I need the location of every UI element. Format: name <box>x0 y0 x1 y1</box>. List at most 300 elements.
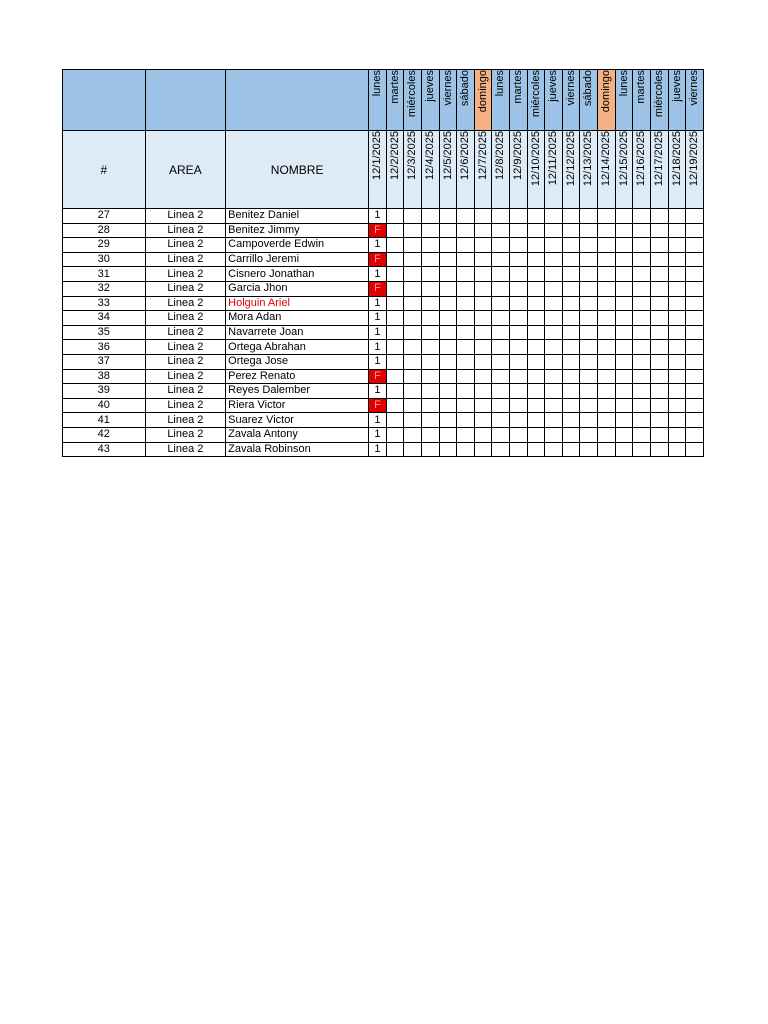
attendance-empty-cell[interactable] <box>580 427 598 442</box>
attendance-empty-cell[interactable] <box>562 267 580 282</box>
attendance-empty-cell[interactable] <box>386 281 404 296</box>
attendance-empty-cell[interactable] <box>580 311 598 326</box>
attendance-empty-cell[interactable] <box>421 223 439 238</box>
attendance-empty-cell[interactable] <box>404 296 422 311</box>
attendance-empty-cell[interactable] <box>580 223 598 238</box>
attendance-empty-cell[interactable] <box>545 252 563 267</box>
day-header-cell[interactable] <box>686 70 704 131</box>
attendance-empty-cell[interactable] <box>527 413 545 428</box>
attendance-empty-cell[interactable] <box>633 252 651 267</box>
attendance-empty-cell[interactable] <box>386 442 404 457</box>
attendance-empty-cell[interactable] <box>668 209 686 224</box>
attendance-empty-cell[interactable] <box>562 413 580 428</box>
attendance-empty-cell[interactable] <box>457 413 475 428</box>
attendance-empty-cell[interactable] <box>457 311 475 326</box>
attendance-empty-cell[interactable] <box>457 398 475 413</box>
attendance-empty-cell[interactable] <box>562 209 580 224</box>
attendance-empty-cell[interactable] <box>615 311 633 326</box>
attendance-empty-cell[interactable] <box>633 340 651 355</box>
attendance-empty-cell[interactable] <box>686 238 704 253</box>
attendance-empty-cell[interactable] <box>404 427 422 442</box>
row-number-cell[interactable]: 33 <box>63 296 146 311</box>
attendance-empty-cell[interactable] <box>686 384 704 399</box>
area-cell[interactable]: Linea 2 <box>145 384 226 399</box>
attendance-empty-cell[interactable] <box>562 398 580 413</box>
attendance-empty-cell[interactable] <box>386 252 404 267</box>
day-header-cell[interactable] <box>474 70 492 131</box>
day-header-cell[interactable] <box>510 70 528 131</box>
attendance-empty-cell[interactable] <box>386 384 404 399</box>
attendance-empty-cell[interactable] <box>404 267 422 282</box>
attendance-empty-cell[interactable] <box>633 398 651 413</box>
attendance-empty-cell[interactable] <box>633 325 651 340</box>
attendance-mark-cell[interactable]: 1 <box>369 311 387 326</box>
attendance-empty-cell[interactable] <box>492 354 510 369</box>
attendance-empty-cell[interactable] <box>474 209 492 224</box>
row-number-cell[interactable]: 27 <box>63 209 146 224</box>
attendance-mark-cell[interactable]: 1 <box>369 413 387 428</box>
attendance-empty-cell[interactable] <box>668 281 686 296</box>
attendance-empty-cell[interactable] <box>580 209 598 224</box>
name-cell[interactable]: Ortega Jose <box>226 354 369 369</box>
attendance-empty-cell[interactable] <box>386 369 404 384</box>
attendance-empty-cell[interactable] <box>527 238 545 253</box>
attendance-empty-cell[interactable] <box>474 398 492 413</box>
attendance-empty-cell[interactable] <box>421 267 439 282</box>
attendance-empty-cell[interactable] <box>562 296 580 311</box>
attendance-empty-cell[interactable] <box>386 223 404 238</box>
attendance-empty-cell[interactable] <box>668 325 686 340</box>
attendance-empty-cell[interactable] <box>492 413 510 428</box>
attendance-empty-cell[interactable] <box>545 296 563 311</box>
attendance-empty-cell[interactable] <box>474 296 492 311</box>
attendance-empty-cell[interactable] <box>598 296 616 311</box>
attendance-empty-cell[interactable] <box>650 442 668 457</box>
header-area[interactable]: AREA <box>145 131 226 209</box>
attendance-empty-cell[interactable] <box>650 223 668 238</box>
attendance-empty-cell[interactable] <box>545 311 563 326</box>
attendance-empty-cell[interactable] <box>510 413 528 428</box>
attendance-mark-cell[interactable]: 1 <box>369 384 387 399</box>
attendance-empty-cell[interactable] <box>474 223 492 238</box>
name-cell[interactable]: Holguin Ariel <box>226 296 369 311</box>
attendance-empty-cell[interactable] <box>686 340 704 355</box>
attendance-empty-cell[interactable] <box>404 209 422 224</box>
day-header-cell[interactable] <box>386 70 404 131</box>
attendance-empty-cell[interactable] <box>615 398 633 413</box>
attendance-empty-cell[interactable] <box>386 325 404 340</box>
attendance-empty-cell[interactable] <box>439 296 457 311</box>
attendance-empty-cell[interactable] <box>545 209 563 224</box>
attendance-empty-cell[interactable] <box>545 398 563 413</box>
row-number-cell[interactable]: 34 <box>63 311 146 326</box>
attendance-empty-cell[interactable] <box>510 267 528 282</box>
date-header-cell[interactable] <box>580 131 598 209</box>
attendance-empty-cell[interactable] <box>439 369 457 384</box>
area-cell[interactable]: Linea 2 <box>145 398 226 413</box>
attendance-empty-cell[interactable] <box>457 340 475 355</box>
attendance-empty-cell[interactable] <box>404 384 422 399</box>
attendance-empty-cell[interactable] <box>457 384 475 399</box>
attendance-empty-cell[interactable] <box>580 398 598 413</box>
attendance-empty-cell[interactable] <box>439 340 457 355</box>
attendance-empty-cell[interactable] <box>650 238 668 253</box>
attendance-empty-cell[interactable] <box>510 354 528 369</box>
attendance-empty-cell[interactable] <box>510 296 528 311</box>
attendance-empty-cell[interactable] <box>439 427 457 442</box>
attendance-empty-cell[interactable] <box>650 427 668 442</box>
attendance-empty-cell[interactable] <box>615 223 633 238</box>
attendance-empty-cell[interactable] <box>527 384 545 399</box>
attendance-empty-cell[interactable] <box>404 369 422 384</box>
attendance-empty-cell[interactable] <box>668 398 686 413</box>
attendance-empty-cell[interactable] <box>545 238 563 253</box>
attendance-empty-cell[interactable] <box>598 252 616 267</box>
date-header-cell[interactable] <box>668 131 686 209</box>
attendance-empty-cell[interactable] <box>686 442 704 457</box>
attendance-empty-cell[interactable] <box>386 238 404 253</box>
attendance-empty-cell[interactable] <box>404 398 422 413</box>
attendance-empty-cell[interactable] <box>668 238 686 253</box>
area-cell[interactable]: Linea 2 <box>145 223 226 238</box>
attendance-empty-cell[interactable] <box>527 267 545 282</box>
attendance-empty-cell[interactable] <box>404 223 422 238</box>
attendance-empty-cell[interactable] <box>527 442 545 457</box>
attendance-empty-cell[interactable] <box>598 442 616 457</box>
header-name[interactable]: NOMBRE <box>226 131 369 209</box>
attendance-empty-cell[interactable] <box>527 398 545 413</box>
area-cell[interactable]: Linea 2 <box>145 340 226 355</box>
attendance-empty-cell[interactable] <box>386 296 404 311</box>
area-cell[interactable]: Linea 2 <box>145 252 226 267</box>
day-header-cell[interactable] <box>633 70 651 131</box>
attendance-empty-cell[interactable] <box>457 252 475 267</box>
attendance-empty-cell[interactable] <box>492 384 510 399</box>
day-header-cell[interactable] <box>650 70 668 131</box>
attendance-empty-cell[interactable] <box>545 427 563 442</box>
attendance-empty-cell[interactable] <box>474 442 492 457</box>
attendance-empty-cell[interactable] <box>545 413 563 428</box>
attendance-empty-cell[interactable] <box>492 369 510 384</box>
attendance-empty-cell[interactable] <box>580 384 598 399</box>
area-cell[interactable]: Linea 2 <box>145 427 226 442</box>
attendance-empty-cell[interactable] <box>598 354 616 369</box>
date-header-cell[interactable] <box>650 131 668 209</box>
name-cell[interactable]: Zavala Antony <box>226 427 369 442</box>
attendance-empty-cell[interactable] <box>386 413 404 428</box>
attendance-empty-cell[interactable] <box>404 413 422 428</box>
attendance-empty-cell[interactable] <box>562 325 580 340</box>
attendance-empty-cell[interactable] <box>598 369 616 384</box>
attendance-empty-cell[interactable] <box>633 296 651 311</box>
attendance-empty-cell[interactable] <box>580 296 598 311</box>
date-header-cell[interactable] <box>510 131 528 209</box>
attendance-empty-cell[interactable] <box>439 354 457 369</box>
attendance-empty-cell[interactable] <box>615 267 633 282</box>
attendance-empty-cell[interactable] <box>474 325 492 340</box>
attendance-empty-cell[interactable] <box>633 384 651 399</box>
attendance-empty-cell[interactable] <box>686 398 704 413</box>
attendance-mark-cell[interactable]: 1 <box>369 354 387 369</box>
attendance-empty-cell[interactable] <box>421 384 439 399</box>
attendance-empty-cell[interactable] <box>545 267 563 282</box>
attendance-empty-cell[interactable] <box>615 369 633 384</box>
date-header-cell[interactable] <box>404 131 422 209</box>
date-header-cell[interactable] <box>686 131 704 209</box>
attendance-empty-cell[interactable] <box>474 354 492 369</box>
attendance-empty-cell[interactable] <box>404 238 422 253</box>
day-header-cell[interactable] <box>527 70 545 131</box>
attendance-empty-cell[interactable] <box>439 223 457 238</box>
attendance-mark-cell[interactable]: F <box>369 398 387 413</box>
attendance-empty-cell[interactable] <box>404 311 422 326</box>
day-header-cell[interactable] <box>404 70 422 131</box>
name-cell[interactable]: Campoverde Edwin <box>226 238 369 253</box>
attendance-empty-cell[interactable] <box>633 238 651 253</box>
attendance-empty-cell[interactable] <box>492 398 510 413</box>
date-header-cell[interactable] <box>615 131 633 209</box>
attendance-empty-cell[interactable] <box>404 340 422 355</box>
attendance-empty-cell[interactable] <box>404 354 422 369</box>
attendance-empty-cell[interactable] <box>474 252 492 267</box>
attendance-empty-cell[interactable] <box>492 223 510 238</box>
attendance-empty-cell[interactable] <box>668 384 686 399</box>
attendance-mark-cell[interactable]: 1 <box>369 209 387 224</box>
attendance-empty-cell[interactable] <box>633 413 651 428</box>
attendance-empty-cell[interactable] <box>633 311 651 326</box>
attendance-empty-cell[interactable] <box>562 384 580 399</box>
attendance-empty-cell[interactable] <box>527 354 545 369</box>
attendance-empty-cell[interactable] <box>474 281 492 296</box>
attendance-empty-cell[interactable] <box>421 252 439 267</box>
attendance-empty-cell[interactable] <box>386 340 404 355</box>
attendance-empty-cell[interactable] <box>615 325 633 340</box>
name-cell[interactable]: Mora Adan <box>226 311 369 326</box>
attendance-empty-cell[interactable] <box>421 398 439 413</box>
attendance-empty-cell[interactable] <box>580 238 598 253</box>
attendance-empty-cell[interactable] <box>421 442 439 457</box>
attendance-empty-cell[interactable] <box>439 398 457 413</box>
day-header-cell[interactable] <box>492 70 510 131</box>
attendance-empty-cell[interactable] <box>686 267 704 282</box>
date-header-cell[interactable] <box>421 131 439 209</box>
attendance-empty-cell[interactable] <box>668 223 686 238</box>
attendance-empty-cell[interactable] <box>492 252 510 267</box>
attendance-empty-cell[interactable] <box>457 238 475 253</box>
attendance-empty-cell[interactable] <box>510 442 528 457</box>
attendance-empty-cell[interactable] <box>421 427 439 442</box>
attendance-empty-cell[interactable] <box>527 369 545 384</box>
attendance-empty-cell[interactable] <box>650 369 668 384</box>
attendance-empty-cell[interactable] <box>633 267 651 282</box>
day-header-cell[interactable] <box>668 70 686 131</box>
attendance-empty-cell[interactable] <box>650 252 668 267</box>
name-cell[interactable]: Reyes Dalember <box>226 384 369 399</box>
attendance-empty-cell[interactable] <box>527 223 545 238</box>
attendance-empty-cell[interactable] <box>474 267 492 282</box>
attendance-empty-cell[interactable] <box>686 281 704 296</box>
attendance-empty-cell[interactable] <box>492 311 510 326</box>
attendance-empty-cell[interactable] <box>650 209 668 224</box>
attendance-empty-cell[interactable] <box>421 296 439 311</box>
attendance-empty-cell[interactable] <box>527 325 545 340</box>
row-number-cell[interactable]: 42 <box>63 427 146 442</box>
attendance-empty-cell[interactable] <box>457 223 475 238</box>
attendance-empty-cell[interactable] <box>439 384 457 399</box>
name-cell[interactable]: Carrillo Jeremi <box>226 252 369 267</box>
attendance-empty-cell[interactable] <box>421 413 439 428</box>
attendance-empty-cell[interactable] <box>598 427 616 442</box>
attendance-empty-cell[interactable] <box>510 209 528 224</box>
attendance-empty-cell[interactable] <box>580 267 598 282</box>
attendance-empty-cell[interactable] <box>545 223 563 238</box>
attendance-empty-cell[interactable] <box>404 281 422 296</box>
attendance-empty-cell[interactable] <box>492 209 510 224</box>
date-header-cell[interactable] <box>562 131 580 209</box>
header-num[interactable]: # <box>63 131 146 209</box>
attendance-empty-cell[interactable] <box>457 296 475 311</box>
area-cell[interactable]: Linea 2 <box>145 369 226 384</box>
attendance-empty-cell[interactable] <box>386 209 404 224</box>
attendance-empty-cell[interactable] <box>598 267 616 282</box>
attendance-empty-cell[interactable] <box>650 384 668 399</box>
row-number-cell[interactable]: 43 <box>63 442 146 457</box>
attendance-empty-cell[interactable] <box>615 238 633 253</box>
date-header-cell[interactable] <box>439 131 457 209</box>
date-header-cell[interactable] <box>545 131 563 209</box>
attendance-empty-cell[interactable] <box>686 354 704 369</box>
area-cell[interactable]: Linea 2 <box>145 267 226 282</box>
attendance-mark-cell[interactable]: 1 <box>369 442 387 457</box>
attendance-empty-cell[interactable] <box>633 442 651 457</box>
attendance-empty-cell[interactable] <box>457 354 475 369</box>
attendance-empty-cell[interactable] <box>562 281 580 296</box>
row-number-cell[interactable]: 41 <box>63 413 146 428</box>
attendance-empty-cell[interactable] <box>510 223 528 238</box>
attendance-empty-cell[interactable] <box>615 296 633 311</box>
attendance-empty-cell[interactable] <box>668 442 686 457</box>
row-number-cell[interactable]: 38 <box>63 369 146 384</box>
attendance-empty-cell[interactable] <box>404 442 422 457</box>
attendance-empty-cell[interactable] <box>562 311 580 326</box>
attendance-empty-cell[interactable] <box>421 209 439 224</box>
attendance-empty-cell[interactable] <box>474 340 492 355</box>
row-number-cell[interactable]: 30 <box>63 252 146 267</box>
area-cell[interactable]: Linea 2 <box>145 281 226 296</box>
attendance-empty-cell[interactable] <box>545 442 563 457</box>
attendance-empty-cell[interactable] <box>562 442 580 457</box>
date-header-cell[interactable] <box>386 131 404 209</box>
attendance-empty-cell[interactable] <box>615 384 633 399</box>
attendance-empty-cell[interactable] <box>686 223 704 238</box>
attendance-empty-cell[interactable] <box>668 296 686 311</box>
attendance-empty-cell[interactable] <box>668 267 686 282</box>
attendance-empty-cell[interactable] <box>580 442 598 457</box>
attendance-empty-cell[interactable] <box>386 354 404 369</box>
attendance-empty-cell[interactable] <box>457 325 475 340</box>
name-cell[interactable]: Cisnero Jonathan <box>226 267 369 282</box>
attendance-empty-cell[interactable] <box>510 252 528 267</box>
attendance-empty-cell[interactable] <box>474 384 492 399</box>
attendance-empty-cell[interactable] <box>562 354 580 369</box>
attendance-empty-cell[interactable] <box>439 267 457 282</box>
attendance-empty-cell[interactable] <box>510 369 528 384</box>
attendance-empty-cell[interactable] <box>510 340 528 355</box>
day-header-cell[interactable] <box>545 70 563 131</box>
attendance-empty-cell[interactable] <box>650 311 668 326</box>
attendance-empty-cell[interactable] <box>598 311 616 326</box>
row-number-cell[interactable]: 28 <box>63 223 146 238</box>
name-cell[interactable]: Riera Victor <box>226 398 369 413</box>
attendance-empty-cell[interactable] <box>615 354 633 369</box>
attendance-empty-cell[interactable] <box>598 209 616 224</box>
day-header-cell[interactable] <box>598 70 616 131</box>
area-cell[interactable]: Linea 2 <box>145 209 226 224</box>
attendance-empty-cell[interactable] <box>580 252 598 267</box>
attendance-empty-cell[interactable] <box>633 223 651 238</box>
attendance-empty-cell[interactable] <box>580 281 598 296</box>
attendance-empty-cell[interactable] <box>580 354 598 369</box>
attendance-empty-cell[interactable] <box>562 252 580 267</box>
attendance-mark-cell[interactable]: F <box>369 369 387 384</box>
attendance-empty-cell[interactable] <box>686 427 704 442</box>
attendance-empty-cell[interactable] <box>527 311 545 326</box>
attendance-empty-cell[interactable] <box>562 340 580 355</box>
row-number-cell[interactable]: 36 <box>63 340 146 355</box>
attendance-empty-cell[interactable] <box>421 369 439 384</box>
attendance-empty-cell[interactable] <box>562 238 580 253</box>
attendance-mark-cell[interactable]: F <box>369 223 387 238</box>
attendance-empty-cell[interactable] <box>580 413 598 428</box>
attendance-empty-cell[interactable] <box>686 413 704 428</box>
attendance-empty-cell[interactable] <box>510 427 528 442</box>
name-cell[interactable]: Ortega Abrahan <box>226 340 369 355</box>
attendance-empty-cell[interactable] <box>492 427 510 442</box>
attendance-empty-cell[interactable] <box>545 354 563 369</box>
attendance-empty-cell[interactable] <box>686 325 704 340</box>
attendance-empty-cell[interactable] <box>615 209 633 224</box>
date-header-cell[interactable] <box>633 131 651 209</box>
attendance-empty-cell[interactable] <box>633 209 651 224</box>
attendance-mark-cell[interactable]: 1 <box>369 325 387 340</box>
attendance-empty-cell[interactable] <box>686 369 704 384</box>
attendance-empty-cell[interactable] <box>492 296 510 311</box>
attendance-empty-cell[interactable] <box>386 427 404 442</box>
name-cell[interactable]: Navarrete Joan <box>226 325 369 340</box>
attendance-empty-cell[interactable] <box>492 238 510 253</box>
date-header-cell[interactable] <box>527 131 545 209</box>
area-cell[interactable]: Linea 2 <box>145 311 226 326</box>
attendance-empty-cell[interactable] <box>421 340 439 355</box>
attendance-empty-cell[interactable] <box>439 442 457 457</box>
day-header-cell[interactable] <box>421 70 439 131</box>
attendance-empty-cell[interactable] <box>510 238 528 253</box>
date-header-cell[interactable] <box>598 131 616 209</box>
attendance-empty-cell[interactable] <box>527 340 545 355</box>
attendance-empty-cell[interactable] <box>439 209 457 224</box>
attendance-empty-cell[interactable] <box>510 281 528 296</box>
attendance-empty-cell[interactable] <box>404 252 422 267</box>
attendance-empty-cell[interactable] <box>457 281 475 296</box>
attendance-empty-cell[interactable] <box>598 340 616 355</box>
attendance-empty-cell[interactable] <box>457 267 475 282</box>
attendance-empty-cell[interactable] <box>598 325 616 340</box>
attendance-empty-cell[interactable] <box>421 281 439 296</box>
attendance-empty-cell[interactable] <box>527 296 545 311</box>
attendance-mark-cell[interactable]: F <box>369 281 387 296</box>
day-header-cell[interactable] <box>439 70 457 131</box>
attendance-mark-cell[interactable]: 1 <box>369 238 387 253</box>
